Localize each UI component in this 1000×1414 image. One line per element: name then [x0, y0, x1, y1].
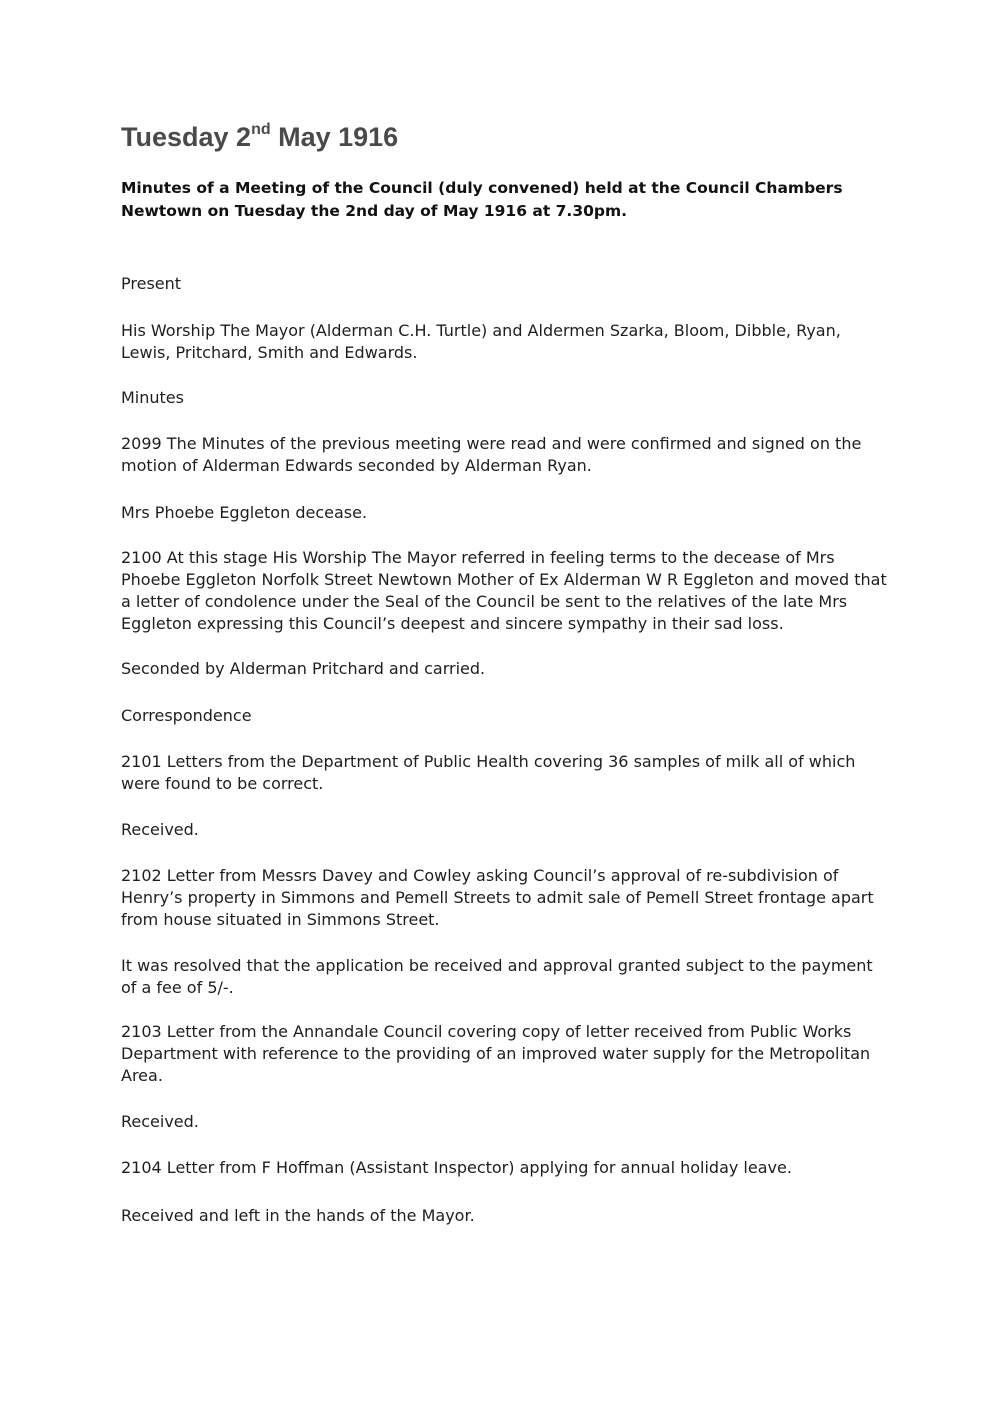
section-heading-minutes: Minutes	[121, 388, 184, 407]
title-date: Tuesday 2	[121, 122, 252, 152]
minute-2102-resolution: It was resolved that the application be received and approval granted subject to the payment of a fee of 5/-.	[121, 956, 873, 997]
minute-2100-seconded: Seconded by Alderman Pritchard and carried.	[121, 659, 486, 678]
section-heading-correspondence: Correspondence	[121, 706, 252, 725]
minute-2099: 2099 The Minutes of the previous meeting were read and were confirmed and signed on the motion of Alderman Edwards seconded by Alderman Ryan.	[121, 434, 862, 475]
page-title	[121, 119, 398, 155]
section-heading-present: Present	[121, 274, 182, 293]
title-ordinal: nd	[251, 121, 271, 138]
minute-2102: 2102 Letter from Messrs Davey and Cowley asking Council’s approval of re-subdivision of Henry’s property in Simmons and Pemell Streets to admit sale of Pemell Street frontage apart from house situated in Simmons Street.	[121, 866, 874, 929]
minute-2104: 2104 Letter from F Hoffman (Assistant Inspector) applying for annual holiday leave.	[121, 1158, 792, 1177]
minute-2103: 2103 Letter from the Annandale Council covering copy of letter received from Public Works Department with reference to the providing of an improved water supply for the Metropolitan Area.	[121, 1022, 871, 1085]
title-month-year: May 1916	[270, 122, 399, 152]
section-heading-decease: Mrs Phoebe Eggleton decease.	[121, 503, 368, 522]
minute-2100: 2100 At this stage His Worship The Mayor referred in feeling terms to the decease of Mrs Phoebe Eggleton Norfolk Street Newtown Mother of Ex Alderman W R Eggleton and moved that a letter of condolence under the Seal of the Council be sent to the relatives of the late Mrs Eggleton expressing this Council’s deepest and sincere sympathy in their sad loss.	[121, 548, 887, 633]
minute-2104-result: Received and left in the hands of the Mayor.	[121, 1206, 475, 1225]
minute-2101: 2101 Letters from the Department of Public Health covering 36 samples of milk all of which were found to be correct.	[121, 752, 856, 793]
meeting-intro: Minutes of a Meeting of the Council (duly convened) held at the Council Chambers Newtown on Tuesday the 2nd day of May 1916 at 7.30pm.	[121, 179, 843, 220]
minute-2101-result: Received.	[121, 820, 199, 839]
minute-2103-result: Received.	[121, 1112, 199, 1131]
attendees-paragraph: His Worship The Mayor (Alderman C.H. Turtle) and Aldermen Szarka, Bloom, Dibble, Ryan, Lewis, Pritchard, Smith and Edwards.	[121, 321, 841, 362]
